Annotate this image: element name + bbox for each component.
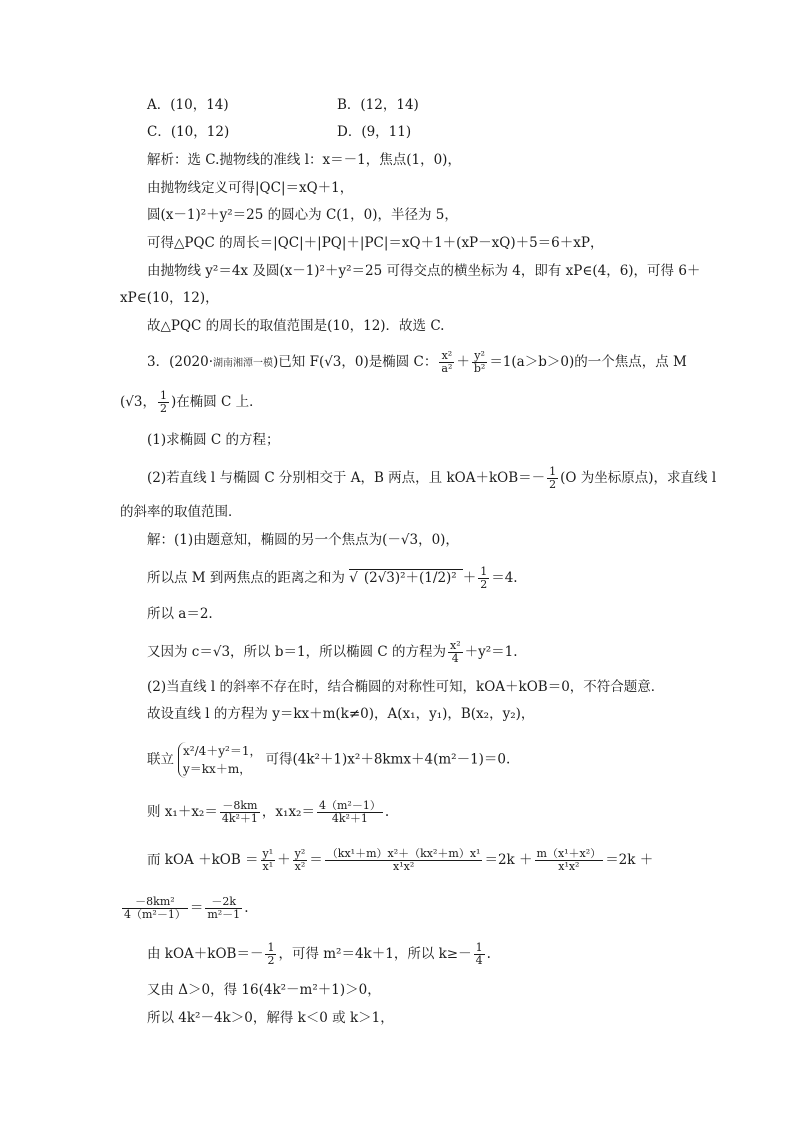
s9-frac3: $\frac{\text{（kx¹＋m）x²＋（kx²＋m）x¹}}{\text{x¹x²}}$ bbox=[326, 847, 481, 873]
solution2-line7: 故△PQC 的周长的取值范围是(10，12)．故选 C. bbox=[147, 318, 445, 334]
solution2-line2: 由抛物线定义可得|QC|＝xQ＋1， bbox=[147, 180, 354, 196]
answer3-step9: 而 kOA ＋kOB ＝ $\frac{\text{y¹}}{\text{x¹}}$ ＋ $\frac{\text{y²}}{\text{x²}}$ ＝ $\frac{\text{（kx¹＋m）x²＋（kx²＋m）x¹}}{\text{x¹x²}}$ ＝2k ＋ $\frac{\text{m（x¹＋x²）}}{\text{x¹x²}}$ ＝2k ＋ bbox=[147, 847, 654, 873]
answer3-step7: 联立 x²/4＋y²＝1， y＝kx＋m， 可得(4k²＋1)x²＋8kmx＋4(m²－1)＝0. bbox=[147, 744, 511, 776]
distance-radical: √ (2√3)²＋(1/2)² bbox=[349, 569, 463, 586]
answer3-step10: $\frac{\text{－8km²}}{\text{4（m²－1）}}$ ＝ $\frac{-2k}{\text{m²－1}}$ . bbox=[124, 895, 249, 921]
s4-frac: $\frac{\text{x²}}{4}$ bbox=[449, 639, 461, 665]
s9-frac2: $\frac{\text{y²}}{\text{x²}}$ bbox=[294, 847, 306, 873]
problem3-stem-text: )已知 F(√3，0)是椭圆 C： bbox=[273, 354, 438, 370]
s10-frac2: $\frac{-2k}{\text{m²－1}}$ bbox=[207, 895, 241, 921]
product-frac: $\frac{\text{4（m²－1）}}{\text{4k²＋1}}$ bbox=[318, 799, 381, 825]
s9-frac1: $\frac{\text{y¹}}{\text{x¹}}$ bbox=[262, 847, 274, 873]
solution2-line3: 圆(x－1)²＋y²＝25 的圆心为 C(1，0)，半径为 5， bbox=[147, 207, 458, 223]
answer3-step3: 所以 a＝2. bbox=[147, 606, 213, 622]
answer3-step6: 故设直线 l 的方程为 y＝kx＋m(k≠0)，A(x₁，y₁)，B(x₂，y₂)， bbox=[147, 706, 535, 722]
option-a: A．(10，14) bbox=[147, 97, 229, 113]
problem3-point-m: (√3， $\frac{1}{2}$ )在椭圆 C 上． bbox=[120, 389, 263, 415]
solution2-line5: 由抛物线 y²＝4x 及圆(x－1)²＋y²＝25 可得交点的横坐标为 4，即有 xP∈(4，6)，可得 6＋ bbox=[147, 263, 701, 279]
s11-frac1: $\frac{1}{2}$ bbox=[267, 941, 275, 967]
answer3-step2: 所以点 M 到两焦点的距离之和为 √ (2√3)²＋(1/2)² ＋ $\frac{1}{2}$ ＝4. bbox=[147, 565, 518, 591]
answer3-step8: 则 x₁＋x₂＝ $\frac{-8km}{\text{4k²＋1}}$ ，x₁x₂＝ $\frac{\text{4（m²－1）}}{\text{4k²＋1}}$ . bbox=[147, 799, 390, 825]
problem3-question2-cont: 的斜率的取值范围． bbox=[120, 504, 242, 520]
s11-frac2: $\frac{1}{4}$ bbox=[475, 941, 483, 967]
ellipse-frac-y: $\frac{\text{y²}}{\text{b²}}$ bbox=[473, 349, 486, 375]
answer3-step4: 又因为 c＝√3，所以 b＝1，所以椭圆 C 的方程为 $\frac{\text{x²}}{4}$ ＋y²＝1. bbox=[147, 639, 518, 665]
answer3-step12: 又由 Δ＞0，得 16(4k²－m²＋1)＞0， bbox=[147, 982, 381, 998]
option-c: C．(10，12) bbox=[147, 124, 230, 140]
option-d: D．(9，11) bbox=[337, 124, 412, 140]
answer3-step5: (2)当直线 l 的斜率不存在时，结合椭圆的对称性可知，kOA＋kOB＝0，不符合题意． bbox=[147, 679, 665, 695]
problem3-source: 湖南湘潭一模 bbox=[213, 358, 274, 369]
sum-frac: $\frac{-8km}{\text{4k²＋1}}$ bbox=[221, 799, 258, 825]
problem3-stem: 3．(2020·湖南湘潭一模)已知 F(√3，0)是椭圆 C： $\frac{\text{x²}}{\text{a²}}$ ＋ $\frac{\text{y²}}{\text{b²}}$ ＝1(a＞b＞0)的一个焦点，点 M bbox=[147, 349, 687, 375]
option-b: B．(12，14) bbox=[337, 97, 419, 113]
s10-frac1: $\frac{\text{－8km²}}{\text{4（m²－1）}}$ bbox=[124, 895, 186, 921]
solution2-line6: xP∈(10，12)， bbox=[120, 290, 219, 306]
s9-frac4: $\frac{\text{m（x¹＋x²）}}{\text{x¹x²}}$ bbox=[536, 847, 602, 873]
s2-frac: $\frac{1}{2}$ bbox=[480, 565, 488, 591]
answer3-step1: 解：(1)由题意知，椭圆的另一个焦点为(－√3，0)， bbox=[147, 532, 459, 548]
solution2-line4: 可得△PQC 的周长＝|QC|＋|PQ|＋|PC|＝xQ＋1＋(xP－xQ)＋5＝6＋xP， bbox=[147, 235, 604, 251]
equation-system: x²/4＋y²＝1， y＝kx＋m， bbox=[178, 742, 261, 778]
answer3-step13: 所以 4k²－4k＞0，解得 k＜0 或 k＞1， bbox=[147, 1010, 394, 1026]
solution2-line1: 解析：选 C.抛物线的准线 l：x＝－1，焦点(1，0)， bbox=[147, 152, 461, 168]
q2-frac: $\frac{1}{2}$ bbox=[549, 465, 557, 491]
ellipse-frac-x: $\frac{\text{x²}}{\text{a²}}$ bbox=[441, 349, 453, 375]
problem3-question1: (1)求椭圆 C 的方程； bbox=[147, 432, 280, 448]
problem3-number: 3．(2020· bbox=[147, 354, 214, 370]
m-frac: $\frac{1}{2}$ bbox=[159, 389, 167, 415]
problem3-question2: (2)若直线 l 与椭圆 C 分别相交于 A，B 两点，且 kOA＋kOB＝－ $\frac{1}{2}$ (O 为坐标原点)，求直线 l bbox=[147, 465, 717, 491]
answer3-step11: 由 kOA＋kOB＝－ $\frac{1}{2}$ ，可得 m²＝4k＋1，所以 k≥－ $\frac{1}{4}$ . bbox=[147, 941, 491, 967]
